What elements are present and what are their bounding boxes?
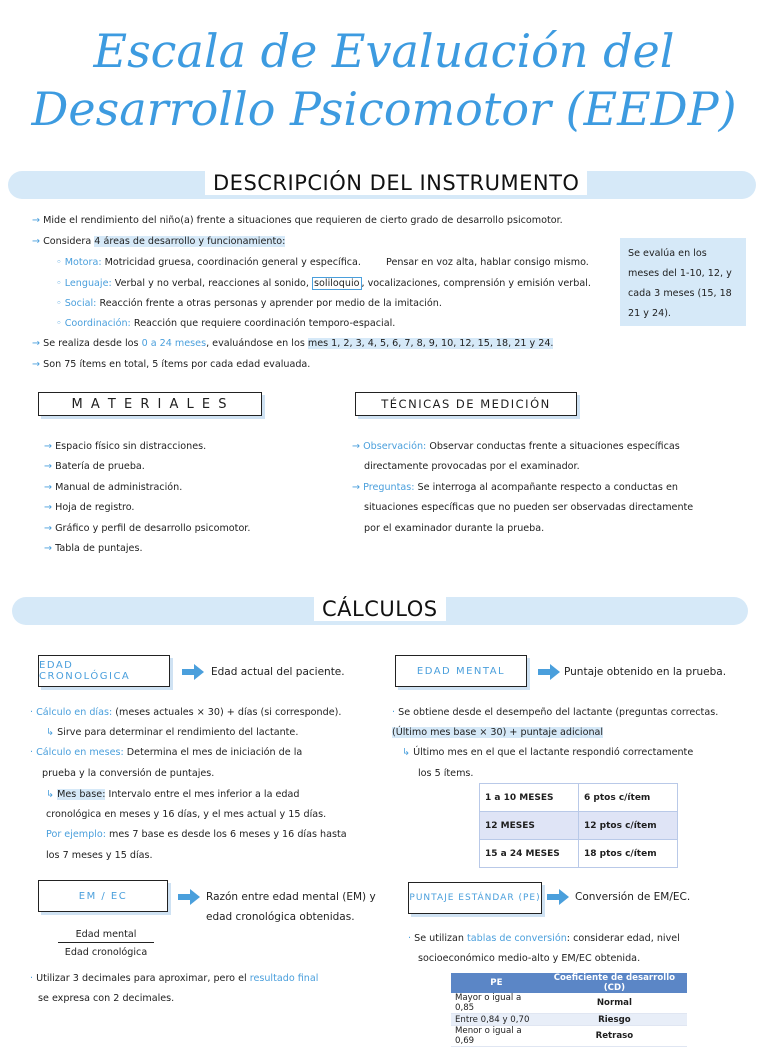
puntajes-table [479, 783, 678, 868]
arrow-right-icon [182, 664, 204, 680]
table-cell: Retraso [542, 1026, 687, 1047]
em-ec-box: EM / EC [38, 880, 168, 912]
material-item: → Manual de administración. [44, 482, 183, 493]
em-def: Puntaje obtenido en la prueba. [564, 666, 727, 678]
ec-line: · Cálculo en meses: Determina el mes de iniciación de la [30, 747, 303, 758]
emec-def-1: Razón entre edad mental (EM) y [206, 891, 376, 903]
table-row [480, 784, 678, 812]
materiales-heading: M A T E R I A L E S [71, 396, 229, 412]
edad-mental-box: EDAD MENTAL [395, 655, 527, 687]
table-cell: 15 a 24 MESES [480, 840, 579, 868]
table-row [480, 812, 678, 840]
table-cell: 12 ptos c/ítem [579, 812, 678, 840]
table-cell: Mayor o igual a 0,85 [451, 993, 542, 1014]
ec-line: prueba y la conversión de puntajes. [42, 768, 215, 779]
section-heading-descripcion: DESCRIPCIÓN DEL INSTRUMENTO [205, 171, 587, 195]
table-header: Coeficiente de desarrollo (CD) [542, 973, 687, 993]
ec-line: · Cálculo en días: (meses actuales × 30) + días (si corresponde). [30, 707, 342, 718]
material-item: → Espacio físico sin distracciones. [44, 441, 207, 452]
pe-line: · Se utilizan tablas de conversión: considerar edad, nivel [408, 933, 680, 944]
pe-line: socioeconómico medio-alto y EM/EC obtenida. [418, 953, 641, 964]
material-item: → Gráfico y perfil de desarrollo psicomotor. [44, 523, 251, 534]
materiales-box [38, 392, 262, 416]
em-line: · Se obtiene desde el desempeño del lactante (preguntas correctas. [392, 707, 719, 718]
table-cell: Normal [542, 993, 687, 1014]
ec-line: cronológica en meses y 16 días, y el mes actual y 15 días. [46, 809, 327, 820]
puntaje-estandar-box: PUNTAJE ESTÁNDAR (PE) [408, 882, 542, 914]
section-heading-calculos: CÁLCULOS [314, 597, 446, 621]
desc-line-4: → Son 75 ítems en total, 5 ítems por cada edad evaluada. [32, 359, 311, 370]
tecnicas-heading: TÉCNICAS DE MEDICIÓN [381, 397, 551, 411]
tecnica-preguntas-cont: situaciones específicas que no pueden ser observadas directamente [364, 502, 694, 513]
material-item: → Batería de prueba. [44, 461, 145, 472]
area-social: ◦ Social: Reacción frente a otras personas y aprender por medio de la imitación. [56, 298, 442, 309]
table-cell: Entre 0,84 y 0,70 [451, 1014, 542, 1026]
material-item: → Tabla de puntajes. [44, 543, 143, 554]
table-cell: 18 ptos c/ítem [579, 840, 678, 868]
em-line: ↳ Último mes en el que el lactante respondió correctamente [402, 747, 694, 758]
table-cell: Riesgo [542, 1014, 687, 1026]
table-row [480, 840, 678, 868]
table-cell: 6 ptos c/ítem [579, 784, 678, 812]
arrow-right-icon [547, 889, 569, 905]
tecnica-preguntas: → Preguntas: Se interroga al acompañante respecto a conductas en [352, 482, 678, 493]
material-item: → Hoja de registro. [44, 502, 135, 513]
pensar-note: Pensar en voz alta, hablar consigo mismo. [386, 257, 589, 268]
ec-def: Edad actual del paciente. [211, 666, 345, 678]
table-row [451, 973, 687, 993]
em-line: los 5 ítems. [418, 768, 474, 779]
desc-line-1: → Mide el rendimiento del niño(a) frente a situaciones que requieren de cierto grado de desarrollo psicomotor. [32, 215, 563, 226]
edad-cronologica-box: EDAD CRONOLÓGICA [38, 655, 170, 687]
ec-line: los 7 meses y 15 días. [46, 850, 153, 861]
table-cell: Menor o igual a 0,69 [451, 1026, 542, 1047]
tecnica-observacion-cont: directamente provocadas por el examinador. [364, 461, 580, 472]
page-title-line-2: Desarrollo Psicomotor (EEDP) [31, 82, 737, 136]
table-header: PE [451, 973, 542, 993]
page-title-line-1: Escala de Evaluación del [93, 24, 675, 78]
table-cell: 1 a 10 MESES [480, 784, 579, 812]
fraction-denominator: Edad cronológica [64, 947, 148, 958]
emec-def-2: edad cronológica obtenidas. [206, 911, 355, 923]
pe-table [451, 973, 687, 1047]
table-cell: 12 MESES [480, 812, 579, 840]
emec-note-cont: se expresa con 2 decimales. [38, 993, 175, 1004]
table-row [451, 993, 687, 1014]
tecnica-preguntas-cont: por el examinador durante la prueba. [364, 523, 545, 534]
ec-line: Por ejemplo: mes 7 base es desde los 6 meses y 16 días hasta [46, 829, 347, 840]
tecnica-observacion: → Observación: Observar conductas frente a situaciones específicas [352, 441, 680, 452]
tecnicas-box [355, 392, 577, 416]
fraction-numerator: Edad mental [58, 928, 154, 943]
arrow-right-icon [178, 889, 200, 905]
desc-line-2: → Considera 4 áreas de desarrollo y funcionamiento: [32, 236, 286, 247]
area-coordinacion: ◦ Coordinación: Reacción que requiere coordinación temporo-espacial. [56, 318, 396, 329]
ec-line: ↳ Mes base: Intervalo entre el mes inferior a la edad [46, 789, 300, 800]
area-motora: ◦ Motora: Motricidad gruesa, coordinación general y específica. [56, 257, 361, 268]
arrow-right-icon [538, 664, 560, 680]
ec-line: ↳ Sirve para determinar el rendimiento del lactante. [46, 727, 299, 738]
pe-def: Conversión de EM/EC. [575, 891, 691, 903]
note-meses: Se evalúa en los meses del 1-10, 12, y cada 3 meses (15, 18 21 y 24). [620, 238, 746, 326]
table-row [451, 1026, 687, 1047]
em-line: (Último mes base × 30) + puntaje adicional [392, 727, 604, 738]
emec-note: · Utilizar 3 decimales para aproximar, pero el resultado final [30, 973, 319, 984]
area-lenguaje: ◦ Lenguaje: Verbal y no verbal, reacciones al sonido, soliloquio , vocalizaciones, comprensión y emisión verbal. [56, 278, 591, 289]
desc-line-3: → Se realiza desde los 0 a 24 meses, evaluándose en los mes 1, 2, 3, 4, 5, 6, 7, 8, 9, 10, 12, 15, 18, 21 y 24. [32, 338, 554, 349]
